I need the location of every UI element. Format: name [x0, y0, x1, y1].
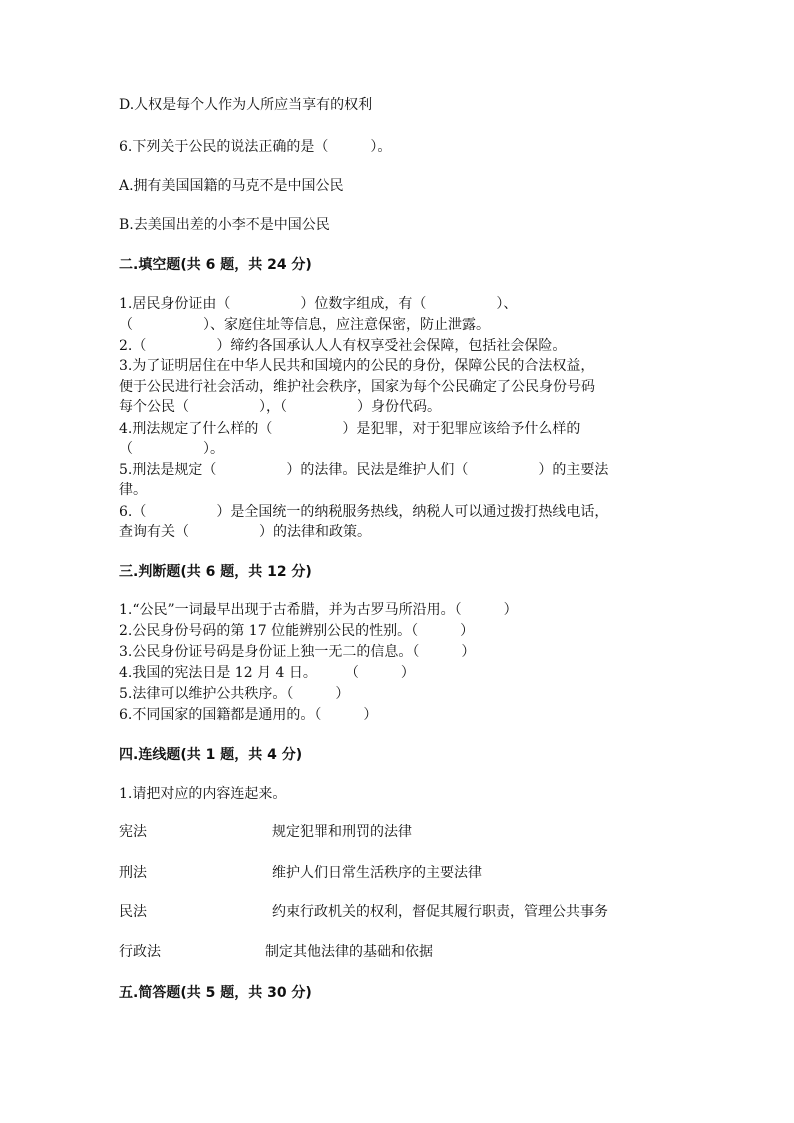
- fill-line: 1.居民身份证由（ ）位数字组成，有（ ）、: [119, 296, 518, 312]
- section-judge-heading: 三.判断题(共 6 题，共 12 分): [119, 564, 312, 580]
- judge-line: 6.不同国家的国籍都是通用的。（ ）: [119, 707, 378, 723]
- section-fill-heading: 二.填空题(共 6 题，共 24 分): [119, 257, 312, 273]
- match-right-item[interactable]: 维护人们日常生活秩序的主要法律: [272, 865, 482, 881]
- question-6: 6.下列关于公民的说法正确的是（ ）。: [119, 139, 392, 155]
- judge-line: 4.我国的宪法日是 12 月 4 日。 （ ）: [119, 665, 415, 681]
- section-essay-heading: 五.简答题(共 5 题，共 30 分): [119, 985, 312, 1001]
- match-right-item[interactable]: 约束行政机关的权利，督促其履行职责，管理公共事务: [272, 904, 608, 920]
- section-match-heading: 四.连线题(共 1 题，共 4 分): [119, 747, 303, 763]
- fill-line: 3.为了证明居住在中华人民共和国境内的公民的身份，保障公民的合法权益，: [119, 358, 595, 374]
- match-right-item[interactable]: 制定其他法律的基础和依据: [265, 944, 433, 960]
- fill-line: 5.刑法是规定（ ）的法律。民法是维护人们（ ）的主要法: [119, 462, 609, 478]
- match-right-item[interactable]: 规定犯罪和刑罚的法律: [272, 824, 412, 840]
- option-a: A.拥有美国国籍的马克不是中国公民: [119, 178, 344, 194]
- fill-line: 便于公民进行社会活动，维护社会秩序，国家为每个公民确定了公民身份号码: [119, 379, 595, 395]
- fill-line: 每个公民（ ），（ ）身份代码。: [119, 399, 441, 415]
- judge-line: 2.公民身份号码的第 17 位能辨别公民的性别。（ ）: [119, 623, 475, 639]
- fill-line: 查询有关（ ）的法律和政策。: [119, 524, 371, 540]
- match-instruction: 1.请把对应的内容连起来。: [119, 786, 287, 802]
- fill-line: （ ）。: [119, 441, 224, 457]
- option-b: B.去美国出差的小李不是中国公民: [119, 217, 330, 233]
- judge-line: 3.公民身份证号码是身份证上独一无二的信息。（ ）: [119, 644, 476, 660]
- fill-line: 律。: [119, 482, 147, 498]
- match-left-item[interactable]: 民法: [119, 904, 147, 920]
- option-d: D.人权是每个人作为人所应当享有的权利: [119, 97, 373, 113]
- match-left-item[interactable]: 行政法: [119, 944, 161, 960]
- fill-line: 6.（ ）是全国统一的纳税服务热线，纳税人可以通过拨打热线电话，: [119, 504, 609, 520]
- judge-line: 5.法律可以维护公共秩序。（ ）: [119, 686, 350, 702]
- match-left-item[interactable]: 刑法: [119, 865, 147, 881]
- fill-line: （ ）、家庭住址等信息，应注意保密，防止泄露。: [119, 317, 490, 333]
- fill-line: 4.刑法规定了什么样的（ ）是犯罪，对于犯罪应该给予什么样的: [119, 421, 581, 437]
- match-left-item[interactable]: 宪法: [119, 824, 147, 840]
- judge-line: 1.“公民”一词最早出现于古希腊，并为古罗马所沿用。（ ）: [119, 602, 518, 618]
- fill-line: 2.（ ）缔约各国承认人人有权享受社会保障，包括社会保险。: [119, 338, 567, 354]
